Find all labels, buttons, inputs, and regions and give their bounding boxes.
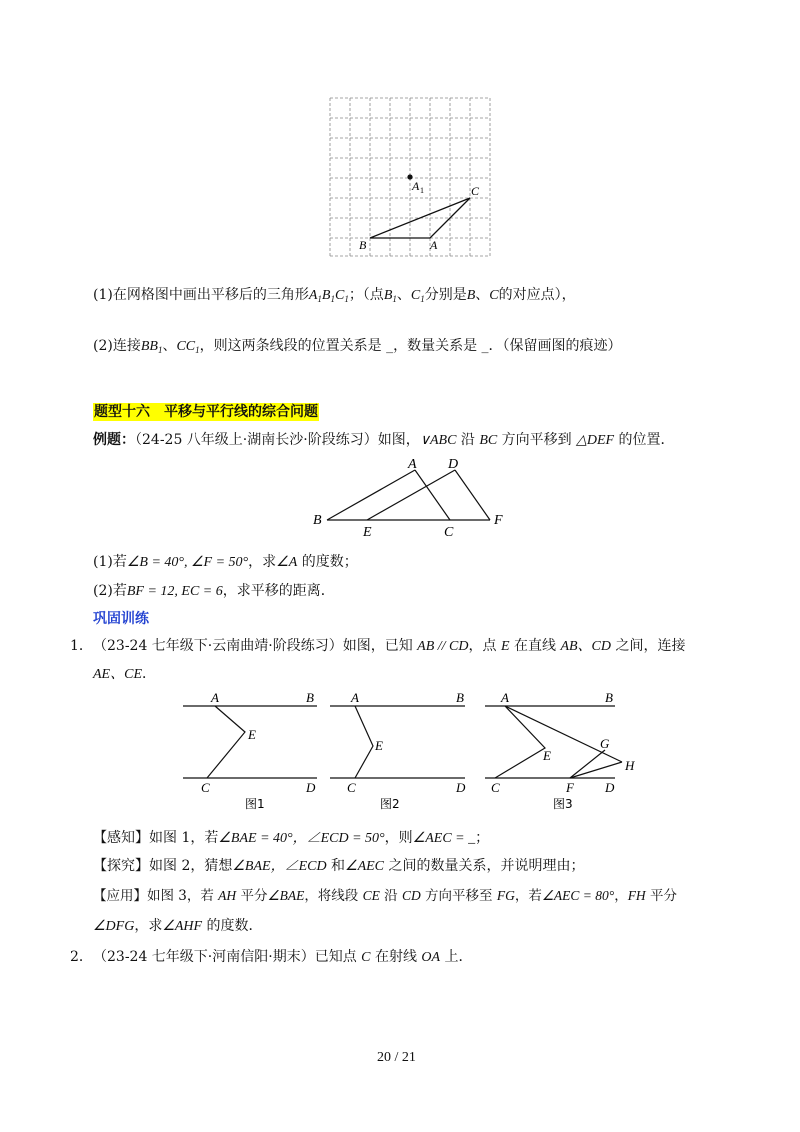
fig3-line-fg [570,750,605,778]
fig3-line-fh [570,762,622,778]
p2-pre: （23-24 七年级下·河南信阳·期末）已知点 [93,949,362,965]
q2-sep: 、 [162,338,177,354]
sense-label: 【感知】 [93,830,149,846]
example-bc: BC [479,433,498,448]
question-2 [93,336,622,357]
q1-sep: 、 [396,287,411,303]
figures-1-2-3 [175,688,645,813]
label-c: C [471,184,480,198]
apply-ah: AH [218,888,237,903]
apply-bae: ∠BAE [267,888,305,903]
eq1-end: 的度数； [297,554,358,570]
q2-cc1: $CC_1$ [176,339,200,355]
eq1-post: ，求 [248,554,277,570]
q1-b: B [466,288,476,303]
label-a1: A [412,179,420,193]
fig2-label-a: A [351,690,359,705]
eq1-math: ∠B = 40°, ∠F = 50° [126,555,249,570]
fig3-label-f: F [566,780,574,795]
q1-b1: $B_1$ [383,288,397,304]
apply-line1 [93,886,677,906]
apply-t6: ， [614,888,628,904]
apply-t1: 平分 [236,888,268,904]
grid-figure [329,97,493,257]
fig3-label-g: G [600,736,610,751]
fig2-label-c: C [347,780,356,795]
q2-post: ，则这两条线段的位置关系是 _，数量关系是 _．（保留画图的痕迹） [199,338,622,354]
q1-triangle: $A_1B_1C_1$ [308,288,349,304]
label-a1-sub: 1 [420,186,424,195]
p1-line2-end: ． [142,666,156,682]
example-line [93,430,675,451]
explore-end: 之间的数量关系，并说明理由； [384,858,585,874]
problem-1-line1 [93,636,685,657]
q2-text: (2)连接 [93,338,141,354]
label-c: C [444,525,454,540]
fig3-label-a: A [501,690,509,705]
caption-fig3: 图3 [553,797,573,811]
q2-bb1: $BB_1$ [140,339,163,355]
apply-fh: FH [627,888,646,903]
q1-end: 的对应点）， [498,287,576,303]
apply-t3: 沿 [379,888,402,904]
section-title-text: 题型十六 平移与平行线的综合问题 [94,404,318,420]
fig3-label-h: H [625,758,635,773]
label-a: A [430,238,438,252]
sense-pre: 如图 1，若 [149,830,219,846]
fig2-label-d: D [456,780,466,795]
eq2-pre: (2)若 [93,583,127,599]
p1-mid: ，点 [468,638,501,654]
page-number: 20 / 21 [377,1050,416,1065]
fig3-label-c: C [491,780,500,795]
section-title [93,402,319,422]
apply-line2 [93,916,263,937]
q1-c: C [489,288,499,303]
explore-line [93,856,584,877]
sense-mid: ，则 [384,830,413,846]
eq2-post: ，求平移的距离． [222,583,335,599]
q1-post: 分别是 [424,287,467,303]
segment-ac [415,470,450,520]
fig1-label-c: C [201,780,210,795]
example-figure [310,455,515,540]
apply-line2-t: ，求 [134,918,163,934]
apply-ce: CE [362,888,380,903]
p1-math: AB // CD [417,639,469,654]
practice-title: 巩固训练 [93,611,149,627]
fig1-path-aec [207,706,245,778]
example-tri: ∨ABC [419,433,457,448]
sense-math2: ∠AEC = _ [412,831,476,846]
caption-fig1: 图1 [245,797,265,811]
label-a: A [408,457,417,472]
apply-dfg: ∠DFG [93,919,135,934]
eq1-pre: (1)若 [93,554,127,570]
label-b: B [359,238,367,252]
apply-pre: 如图 3，若 [147,888,219,904]
q1-c1: $C_1$ [410,288,425,304]
p2-c: C [361,950,371,965]
fig3-line-ah [505,706,622,762]
fig2-path-aec [355,706,373,778]
fig1-label-a: A [211,690,219,705]
segment-ba [327,470,415,520]
eq2-math: BF = 12, EC = 6 [126,584,223,599]
explore-label: 【探究】 [93,858,149,874]
segment-ed [367,470,455,520]
fig3-label-d: D [605,780,615,795]
p1-lines: AB、CD [560,639,611,654]
fig2-label-b: B [456,690,464,705]
example-def: △DEF [576,433,615,448]
fig3-label-e: E [543,748,551,763]
example-label: 例题： [93,432,135,448]
problem-1-line2 [93,664,156,685]
p2-end: 上． [440,949,473,965]
question-1 [93,285,576,306]
p1-post: 之间，连接 [611,638,686,654]
label-b: B [313,513,322,528]
explore-pre: 如图 2，猜想 [149,858,233,874]
apply-aec: ∠AEC = 80° [541,888,615,903]
apply-t5: ，若 [514,888,542,904]
sense-end: ； [475,830,490,846]
q1-sep2: 、 [475,287,490,303]
segment-df [455,470,490,520]
problem-1-number: 1． [70,638,93,654]
label-e: E [363,525,372,540]
example-text: （24-25 八年级上·湖南长沙·阶段练习）如图， [135,432,420,448]
explore-mid: 和 [326,858,346,874]
explore-math2: ∠AEC [345,859,385,874]
example-post: 的位置． [614,432,675,448]
q1-mid: ；（点 [348,287,384,303]
p2-mid: 在射线 [370,949,422,965]
p2-oa: OA [421,950,441,965]
p1-mid2: 在直线 [509,638,561,654]
example-mid: 沿 [456,432,480,448]
fig2-label-e: E [375,738,383,753]
sense-line [93,828,489,849]
caption-fig2: 图2 [380,797,400,811]
apply-ahf: ∠AHF [162,919,203,934]
apply-fg: FG [496,888,515,903]
example-q1 [93,552,358,573]
problem-2-line [93,947,473,968]
sense-math: ∠BAE = 40°，∠ECD = 50° [218,831,385,846]
p1-pre: （23-24 七年级下·云南曲靖·阶段练习）如图，已知 [93,638,418,654]
apply-label: 【应用】 [93,888,147,904]
example-q2 [93,581,335,602]
apply-line2-end: 的度数． [202,918,263,934]
fig3-path-aec [495,706,545,778]
p1-e: E [500,639,510,654]
p1-line2: AE、CE [93,667,142,682]
q1-text: (1)在网格图中画出平移后的三角形 [93,287,309,303]
label-d: D [448,457,459,472]
fig1-label-b: B [306,690,314,705]
fig1-label-e: E [248,727,256,742]
apply-cd: CD [401,888,421,903]
example-mid2: 方向平移到 [497,432,577,448]
label-f: F [494,513,503,528]
eq1-math2: ∠A [276,555,298,570]
apply-t7: 平分 [645,888,677,904]
fig1-label-d: D [306,780,316,795]
explore-math: ∠BAE，∠ECD [232,859,327,874]
fig3-label-b: B [605,690,613,705]
problem-2-number: 2． [70,949,93,965]
apply-t4: 方向平移至 [420,888,497,904]
apply-t2: ，将线段 [304,888,363,904]
